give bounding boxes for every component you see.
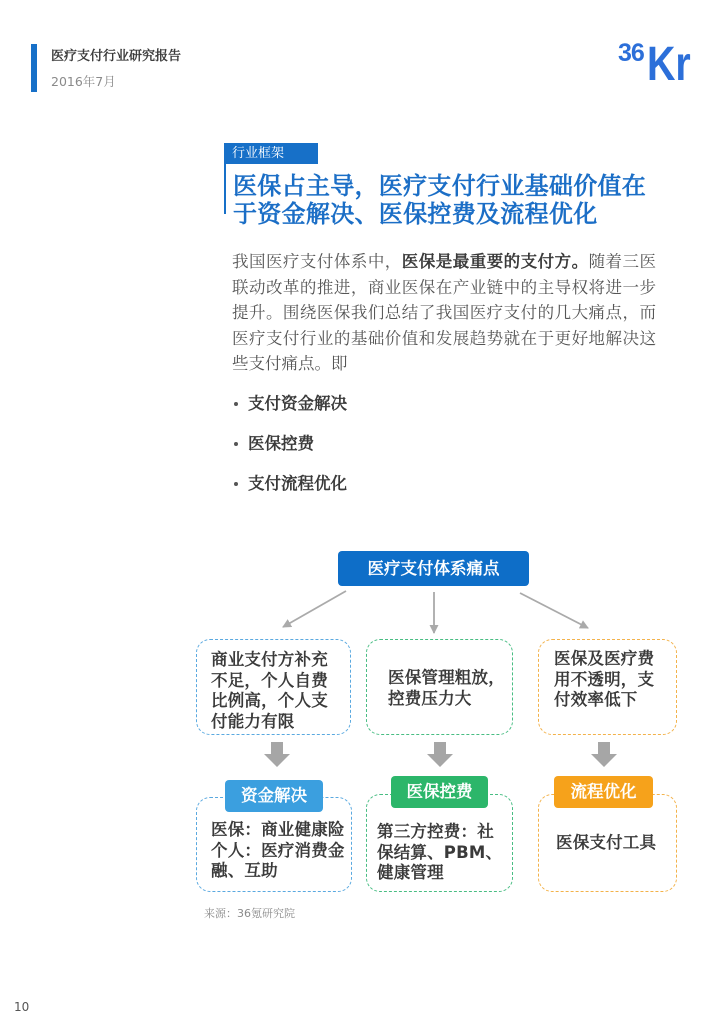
header-accent-bar	[31, 44, 37, 92]
solution-label-funding: 资金解决	[225, 780, 323, 812]
section-title-line: 医保占主导，医疗支付行业基础价值在	[233, 172, 647, 200]
pain-point-line: 付效率低下	[554, 690, 638, 709]
paragraph-line: 医疗支付行业的基础价值和发展趋势就在于更好地解决这	[232, 328, 656, 348]
solution-label-process: 流程优化	[554, 776, 653, 808]
bullet-item	[232, 392, 432, 432]
solution-text-cost-control	[377, 822, 502, 884]
pain-point-text-funding	[211, 650, 328, 732]
pain-point-line: 商业支付方补充	[211, 650, 328, 669]
bullet-item	[232, 472, 432, 512]
down-arrow-icon	[591, 742, 617, 767]
solution-line: 医保支付工具	[556, 833, 657, 852]
body-paragraph	[232, 249, 656, 377]
pain-point-text-process	[554, 649, 654, 711]
paragraph-line	[232, 249, 656, 275]
bullet-dot-icon	[234, 482, 238, 486]
arrow-to-process-pain	[520, 593, 588, 628]
bullet-item	[232, 432, 432, 472]
pain-point-text-cost-control	[388, 668, 505, 709]
pain-point-line: 医保及医疗费	[554, 649, 655, 668]
diagram-root-box: 医疗支付体系痛点	[338, 551, 529, 586]
down-arrow-icon	[264, 742, 290, 767]
pain-point-line: 比例高，个人支	[211, 691, 328, 710]
down-arrow-icon	[427, 742, 453, 767]
paragraph-emphasis: 医保是最重要的支付方。	[401, 252, 589, 271]
paragraph-line: 提升。围绕医保我们总结了我国医疗支付的几大痛点，而	[232, 303, 656, 323]
source-note: 来源：36氪研究院	[204, 907, 295, 920]
bullet-text: 支付资金解决	[248, 394, 347, 413]
bullet-dot-icon	[234, 442, 238, 446]
solution-line: 医保：商业健康险	[211, 820, 345, 839]
section-title-line: 于资金解决、医保控费及流程优化	[233, 200, 598, 228]
paragraph-line: 些支付痛点。即	[232, 354, 348, 374]
paragraph-text: 随着三医	[588, 252, 657, 271]
page-number: 10	[14, 1000, 30, 1014]
36kr-logo	[616, 38, 696, 91]
solution-label-cost-control: 医保控费	[391, 776, 488, 808]
bullet-dot-icon	[234, 402, 238, 406]
pain-point-line: 用不透明，支	[554, 669, 655, 689]
pain-point-line: 医保管理粗放，	[388, 668, 505, 687]
arrow-to-funding-pain	[283, 591, 346, 627]
solution-line: 融、互助	[211, 861, 278, 880]
solution-text-process	[556, 833, 656, 854]
bullet-text: 支付流程优化	[248, 474, 347, 493]
solution-line: 第三方控费：社	[377, 822, 494, 841]
logo-text-36: 36	[618, 39, 644, 67]
paragraph-line: 联动改革的推进，商业医保在产业链中的主导权将进一步	[232, 277, 656, 297]
section-title	[233, 172, 646, 228]
pain-point-line: 控费压力大	[388, 688, 472, 708]
report-date: 2016年7月	[51, 74, 116, 89]
solution-line: 健康管理	[377, 863, 444, 882]
paragraph-text: 我国医疗支付体系中，	[232, 252, 402, 271]
report-title: 医疗支付行业研究报告	[51, 49, 182, 64]
solution-line: 个人：医疗消费金	[211, 840, 345, 860]
solution-text-funding	[211, 820, 345, 882]
logo-text-kr: Kr	[647, 38, 691, 91]
section-tag: 行业框架	[224, 143, 318, 164]
pain-point-line: 付能力有限	[211, 711, 295, 731]
pain-point-line: 不足，个人自费	[211, 670, 328, 690]
bullet-list	[232, 392, 432, 512]
bullet-text: 医保控费	[248, 434, 314, 453]
solution-line: 保结算、PBM、	[377, 842, 503, 862]
